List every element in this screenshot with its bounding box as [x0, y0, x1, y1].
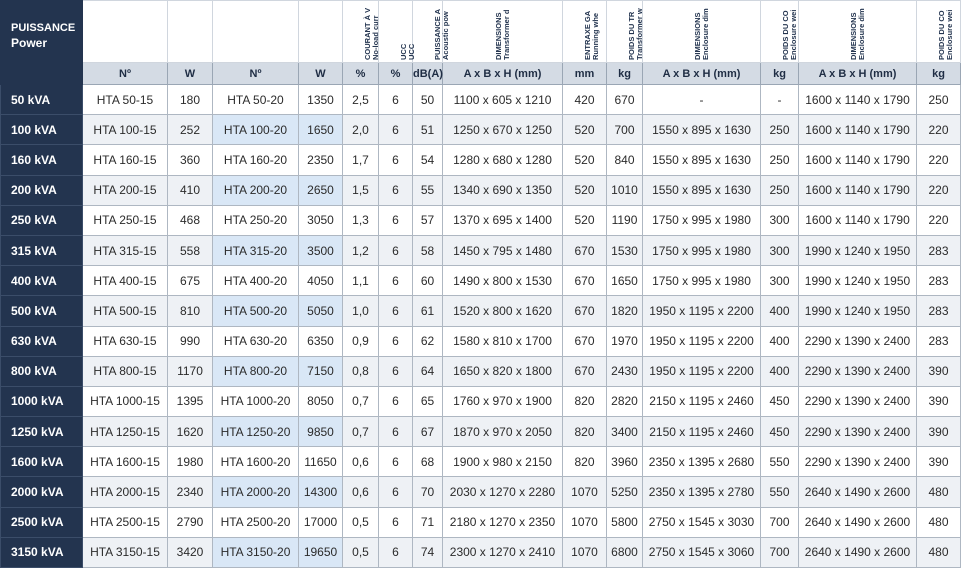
table-cell: 1970: [607, 326, 643, 356]
table-cell: 250: [761, 115, 799, 145]
table-row: [1, 326, 961, 356]
losses-15-header: PERTES EN CH Load losses: [168, 1, 213, 63]
unit-cell: kg: [607, 63, 643, 85]
table-cell: 60: [413, 266, 443, 296]
table-cell: 450: [761, 386, 799, 416]
table-cell: 3420: [168, 537, 213, 567]
table-cell: -: [761, 85, 799, 115]
table-cell: 0,7: [343, 386, 379, 416]
table-cell: 5250: [607, 477, 643, 507]
table-cell: 220: [917, 205, 961, 235]
table-cell: 1750 x 995 x 1980: [643, 235, 761, 265]
table-cell: 700: [761, 507, 799, 537]
table-cell: 1650: [299, 115, 343, 145]
table-cell: 70: [413, 477, 443, 507]
table-cell: 1870 x 970 x 2050: [443, 417, 563, 447]
table-cell: HTA 500-15: [83, 296, 168, 326]
table-cell: 1370 x 695 x 1400: [443, 205, 563, 235]
table-cell: 1190: [607, 205, 643, 235]
table-cell: 252: [168, 115, 213, 145]
table-row: [1, 175, 961, 205]
table-cell: 3050: [299, 205, 343, 235]
table-cell: 3500: [299, 235, 343, 265]
table-cell: 65: [413, 386, 443, 416]
unit-cell: %: [379, 63, 413, 85]
table-cell: 550: [761, 477, 799, 507]
table-cell: 2290 x 1390 x 2400: [799, 417, 917, 447]
power-rating-cell: 2000 kVA: [1, 477, 83, 507]
table-cell: 67: [413, 417, 443, 447]
voltage-20kv-header: 20kV: [213, 1, 299, 63]
table-row: [1, 145, 961, 175]
table-cell: HTA 1600-20: [213, 447, 299, 477]
table-cell: 468: [168, 205, 213, 235]
dimensions-header: DIMENSIONS Transformer d: [443, 1, 563, 63]
table-cell: 1650: [607, 266, 643, 296]
table-cell: -: [643, 85, 761, 115]
losses-20-header: PERTES EN CH Load losses: [299, 1, 343, 63]
table-cell: 1760 x 970 x 1900: [443, 386, 563, 416]
table-cell: 2,5: [343, 85, 379, 115]
power-rating-cell: 2500 kVA: [1, 507, 83, 537]
table-cell: 1450 x 795 x 1480: [443, 235, 563, 265]
table-row: [1, 417, 961, 447]
power-rating-cell: 500 kVA: [1, 296, 83, 326]
enclosure2-weight-header: POIDS DU CO Enclosure wei: [917, 1, 961, 63]
table-cell: HTA 630-20: [213, 326, 299, 356]
table-cell: 0,8: [343, 356, 379, 386]
table-cell: 1600 x 1140 x 1790: [799, 145, 917, 175]
table-cell: 6: [379, 356, 413, 386]
table-cell: 670: [563, 326, 607, 356]
table-cell: 2350 x 1395 x 2680: [643, 447, 761, 477]
table-cell: HTA 200-20: [213, 175, 299, 205]
table-cell: 2640 x 1490 x 2600: [799, 507, 917, 537]
table-cell: 480: [917, 537, 961, 567]
table-cell: 1530: [607, 235, 643, 265]
enclosure2-dim-header: DIMENSIONS Enclosure dim: [799, 1, 917, 63]
table-cell: 6: [379, 85, 413, 115]
table-cell: 62: [413, 326, 443, 356]
table-cell: 58: [413, 235, 443, 265]
table-cell: 400: [761, 356, 799, 386]
table-cell: 1,3: [343, 205, 379, 235]
table-cell: 5050: [299, 296, 343, 326]
table-cell: 1100 x 605 x 1210: [443, 85, 563, 115]
table-cell: 283: [917, 296, 961, 326]
table-cell: 2290 x 1390 x 2400: [799, 326, 917, 356]
table-cell: 220: [917, 175, 961, 205]
table-cell: 1750 x 995 x 1980: [643, 266, 761, 296]
table-cell: 6: [379, 386, 413, 416]
table-cell: 670: [563, 266, 607, 296]
table-cell: 558: [168, 235, 213, 265]
power-rating-cell: 50 kVA: [1, 85, 83, 115]
table-cell: 1950 x 1195 x 2200: [643, 356, 761, 386]
table-cell: 670: [563, 235, 607, 265]
table-cell: 61: [413, 296, 443, 326]
power-rating-cell: 100 kVA: [1, 115, 83, 145]
unit-cell: A x B x H (mm): [643, 63, 761, 85]
table-cell: 220: [917, 115, 961, 145]
table-cell: 2640 x 1490 x 2600: [799, 477, 917, 507]
table-cell: 6: [379, 175, 413, 205]
table-cell: 1,0: [343, 296, 379, 326]
table-cell: 400: [761, 296, 799, 326]
table-row: [1, 447, 961, 477]
table-cell: 300: [761, 266, 799, 296]
table-cell: 2820: [607, 386, 643, 416]
table-cell: 1600 x 1140 x 1790: [799, 85, 917, 115]
table-cell: 1600 x 1140 x 1790: [799, 175, 917, 205]
table-cell: 2650: [299, 175, 343, 205]
power-rating-cell: 3150 kVA: [1, 537, 83, 567]
unit-cell: Nº: [83, 63, 168, 85]
table-cell: 1070: [563, 477, 607, 507]
table-cell: 6: [379, 507, 413, 537]
units-row: [1, 63, 961, 85]
table-cell: 450: [761, 417, 799, 447]
table-cell: 410: [168, 175, 213, 205]
table-cell: HTA 2500-15: [83, 507, 168, 537]
table-cell: 51: [413, 115, 443, 145]
table-row: [1, 507, 961, 537]
table-cell: 2750 x 1545 x 3030: [643, 507, 761, 537]
table-cell: 820: [563, 386, 607, 416]
table-cell: 670: [563, 356, 607, 386]
table-cell: 840: [607, 145, 643, 175]
power-rating-cell: 250 kVA: [1, 205, 83, 235]
table-cell: 810: [168, 296, 213, 326]
table-cell: 520: [563, 145, 607, 175]
table-cell: 1990 x 1240 x 1950: [799, 266, 917, 296]
table-cell: 17000: [299, 507, 343, 537]
table-cell: HTA 800-20: [213, 356, 299, 386]
unit-cell: %: [343, 63, 379, 85]
table-cell: 0,6: [343, 477, 379, 507]
table-cell: 1980: [168, 447, 213, 477]
table-cell: 480: [917, 507, 961, 537]
table-cell: 6350: [299, 326, 343, 356]
table-cell: 1550 x 895 x 1630: [643, 145, 761, 175]
table-cell: 2340: [168, 477, 213, 507]
power-label-fr: PUISSANCE: [11, 21, 76, 34]
table-cell: 220: [917, 145, 961, 175]
table-row: [1, 115, 961, 145]
table-cell: 74: [413, 537, 443, 567]
table-row: [1, 85, 961, 115]
table-cell: HTA 160-20: [213, 145, 299, 175]
table-cell: 1010: [607, 175, 643, 205]
table-cell: 1520 x 800 x 1620: [443, 296, 563, 326]
table-cell: HTA 1600-15: [83, 447, 168, 477]
table-cell: 1,2: [343, 235, 379, 265]
table-cell: 1490 x 800 x 1530: [443, 266, 563, 296]
table-cell: 1395: [168, 386, 213, 416]
table-cell: HTA 100-15: [83, 115, 168, 145]
unit-cell: A x B x H (mm): [799, 63, 917, 85]
table-row: [1, 477, 961, 507]
table-cell: 990: [168, 326, 213, 356]
table-cell: 5800: [607, 507, 643, 537]
table-cell: HTA 250-20: [213, 205, 299, 235]
table-cell: 6: [379, 477, 413, 507]
power-rating-cell: 200 kVA: [1, 175, 83, 205]
table-cell: 1950 x 1195 x 2200: [643, 296, 761, 326]
table-cell: HTA 3150-15: [83, 537, 168, 567]
table-cell: HTA 2000-15: [83, 477, 168, 507]
table-cell: HTA 315-15: [83, 235, 168, 265]
table-cell: HTA 400-15: [83, 266, 168, 296]
table-cell: 3400: [607, 417, 643, 447]
table-cell: 2790: [168, 507, 213, 537]
table-cell: 1990 x 1240 x 1950: [799, 235, 917, 265]
enclosure1-weight-header: POIDS DU CO Enclosure wei: [761, 1, 799, 63]
table-cell: 1,1: [343, 266, 379, 296]
table-cell: 57: [413, 205, 443, 235]
table-cell: 0,7: [343, 417, 379, 447]
table-cell: 250: [761, 145, 799, 175]
power-rating-cell: 1600 kVA: [1, 447, 83, 477]
table-row: [1, 205, 961, 235]
table-cell: 2350 x 1395 x 2780: [643, 477, 761, 507]
table-cell: 14300: [299, 477, 343, 507]
table-cell: 1750 x 995 x 1980: [643, 205, 761, 235]
table-cell: HTA 2000-20: [213, 477, 299, 507]
weight-header: POIDS DU TR Transformer w: [607, 1, 643, 63]
table-cell: 6: [379, 235, 413, 265]
table-cell: HTA 50-20: [213, 85, 299, 115]
table-row: [1, 266, 961, 296]
power-rating-cell: 400 kVA: [1, 266, 83, 296]
wheel-header: ENTRAXE GA Running whe: [563, 1, 607, 63]
table-cell: 0,6: [343, 447, 379, 477]
unit-cell: A x B x H (mm): [443, 63, 563, 85]
table-row: [1, 537, 961, 567]
table-cell: 6: [379, 296, 413, 326]
table-cell: 1170: [168, 356, 213, 386]
table-cell: 50: [413, 85, 443, 115]
table-cell: 670: [563, 296, 607, 326]
table-cell: 0,5: [343, 537, 379, 567]
table-cell: 300: [761, 235, 799, 265]
table-cell: 2750 x 1545 x 3060: [643, 537, 761, 567]
table-cell: 11650: [299, 447, 343, 477]
power-rating-cell: 1000 kVA: [1, 386, 83, 416]
table-cell: 68: [413, 447, 443, 477]
table-cell: HTA 3150-20: [213, 537, 299, 567]
table-cell: 55: [413, 175, 443, 205]
table-cell: 520: [563, 205, 607, 235]
table-cell: 2290 x 1390 x 2400: [799, 356, 917, 386]
table-cell: HTA 250-15: [83, 205, 168, 235]
table-cell: HTA 160-15: [83, 145, 168, 175]
unit-cell: kg: [917, 63, 961, 85]
table-cell: 2180 x 1270 x 2350: [443, 507, 563, 537]
table-cell: 3960: [607, 447, 643, 477]
table-cell: 820: [563, 417, 607, 447]
table-cell: 700: [761, 537, 799, 567]
table-cell: 1280 x 680 x 1280: [443, 145, 563, 175]
power-rating-cell: 630 kVA: [1, 326, 83, 356]
power-rating-cell: 1250 kVA: [1, 417, 83, 447]
table-cell: 1250 x 670 x 1250: [443, 115, 563, 145]
table-cell: 6: [379, 326, 413, 356]
table-cell: HTA 800-15: [83, 356, 168, 386]
unit-cell: W: [299, 63, 343, 85]
table-cell: 2150 x 1195 x 2460: [643, 386, 761, 416]
table-cell: 0,9: [343, 326, 379, 356]
table-cell: 71: [413, 507, 443, 537]
table-cell: 6: [379, 447, 413, 477]
table-cell: HTA 1000-20: [213, 386, 299, 416]
voltage-15kv-header: 15kV: [83, 1, 168, 63]
table-cell: 390: [917, 417, 961, 447]
table-cell: 4050: [299, 266, 343, 296]
table-cell: 1,5: [343, 175, 379, 205]
ucc-header: UCC UCC: [379, 1, 413, 63]
table-cell: 2290 x 1390 x 2400: [799, 386, 917, 416]
table-cell: 7150: [299, 356, 343, 386]
table-cell: 2300 x 1270 x 2410: [443, 537, 563, 567]
table-cell: 2150 x 1195 x 2460: [643, 417, 761, 447]
table-cell: HTA 1000-15: [83, 386, 168, 416]
table-row: [1, 235, 961, 265]
current-header: COURANT À V No-load curr: [343, 1, 379, 63]
table-cell: 2,0: [343, 115, 379, 145]
table-cell: 1550 x 895 x 1630: [643, 115, 761, 145]
table-cell: 1070: [563, 537, 607, 567]
table-cell: 6800: [607, 537, 643, 567]
table-cell: 2290 x 1390 x 2400: [799, 447, 917, 477]
table-cell: 675: [168, 266, 213, 296]
table-cell: 2350: [299, 145, 343, 175]
table-cell: 6: [379, 537, 413, 567]
table-cell: 1600 x 1140 x 1790: [799, 115, 917, 145]
table-cell: 1070: [563, 507, 607, 537]
table-cell: 2030 x 1270 x 2280: [443, 477, 563, 507]
table-cell: 1990 x 1240 x 1950: [799, 296, 917, 326]
table-cell: 1,7: [343, 145, 379, 175]
power-rating-cell: 315 kVA: [1, 235, 83, 265]
table-cell: HTA 315-20: [213, 235, 299, 265]
table-cell: 1950 x 1195 x 2200: [643, 326, 761, 356]
power-rating-cell: 800 kVA: [1, 356, 83, 386]
table-cell: 64: [413, 356, 443, 386]
acoustic-header: PUISSANCE A Acoustic pow: [413, 1, 443, 63]
table-cell: 0,5: [343, 507, 379, 537]
table-cell: 400: [761, 326, 799, 356]
table-cell: 1550 x 895 x 1630: [643, 175, 761, 205]
table-cell: 1580 x 810 x 1700: [443, 326, 563, 356]
unit-cell: kg: [761, 63, 799, 85]
table-cell: HTA 100-20: [213, 115, 299, 145]
table-row: [1, 296, 961, 326]
table-cell: HTA 2500-20: [213, 507, 299, 537]
table-cell: HTA 50-15: [83, 85, 168, 115]
table-row: [1, 386, 961, 416]
table-cell: 390: [917, 447, 961, 477]
table-cell: HTA 1250-20: [213, 417, 299, 447]
table-cell: 420: [563, 85, 607, 115]
table-cell: 520: [563, 175, 607, 205]
table-cell: 1350: [299, 85, 343, 115]
table-cell: 300: [761, 205, 799, 235]
table-row: [1, 356, 961, 386]
table-cell: HTA 500-20: [213, 296, 299, 326]
table-cell: 360: [168, 145, 213, 175]
table-cell: 6: [379, 115, 413, 145]
table-cell: 250: [917, 85, 961, 115]
table-cell: 9850: [299, 417, 343, 447]
table-cell: HTA 630-15: [83, 326, 168, 356]
table-cell: 250: [761, 175, 799, 205]
enclosure1-dim-header: DIMENSIONS Enclosure dim: [643, 1, 761, 63]
table-cell: 1340 x 690 x 1350: [443, 175, 563, 205]
table-cell: 283: [917, 235, 961, 265]
table-cell: 54: [413, 145, 443, 175]
table-cell: 283: [917, 266, 961, 296]
table-cell: 6: [379, 205, 413, 235]
table-cell: 820: [563, 447, 607, 477]
table-cell: 6: [379, 145, 413, 175]
table-cell: 6: [379, 417, 413, 447]
power-rating-cell: 160 kVA: [1, 145, 83, 175]
table-cell: 1600 x 1140 x 1790: [799, 205, 917, 235]
table-cell: 1620: [168, 417, 213, 447]
unit-cell: Nº: [213, 63, 299, 85]
table-cell: 19650: [299, 537, 343, 567]
power-label-en: Power: [11, 35, 48, 50]
table-cell: 1650 x 820 x 1800: [443, 356, 563, 386]
table-cell: 1820: [607, 296, 643, 326]
table-cell: 550: [761, 447, 799, 477]
table-cell: 2640 x 1490 x 2600: [799, 537, 917, 567]
table-cell: 8050: [299, 386, 343, 416]
table-cell: 480: [917, 477, 961, 507]
table-cell: 390: [917, 386, 961, 416]
unit-cell: mm: [563, 63, 607, 85]
table-cell: 520: [563, 115, 607, 145]
table-cell: HTA 1250-15: [83, 417, 168, 447]
unit-cell: dB(A): [413, 63, 443, 85]
table-cell: 283: [917, 326, 961, 356]
table-cell: 1900 x 980 x 2150: [443, 447, 563, 477]
power-header: [1, 1, 83, 63]
table-cell: 180: [168, 85, 213, 115]
table-cell: 6: [379, 266, 413, 296]
table-cell: 390: [917, 356, 961, 386]
table-cell: 2430: [607, 356, 643, 386]
table-cell: 670: [607, 85, 643, 115]
table-cell: HTA 400-20: [213, 266, 299, 296]
table-body: [1, 85, 961, 568]
units-blank-cell: [1, 63, 83, 85]
table-cell: 700: [607, 115, 643, 145]
header-row: [1, 1, 961, 63]
table-cell: HTA 200-15: [83, 175, 168, 205]
unit-cell: W: [168, 63, 213, 85]
